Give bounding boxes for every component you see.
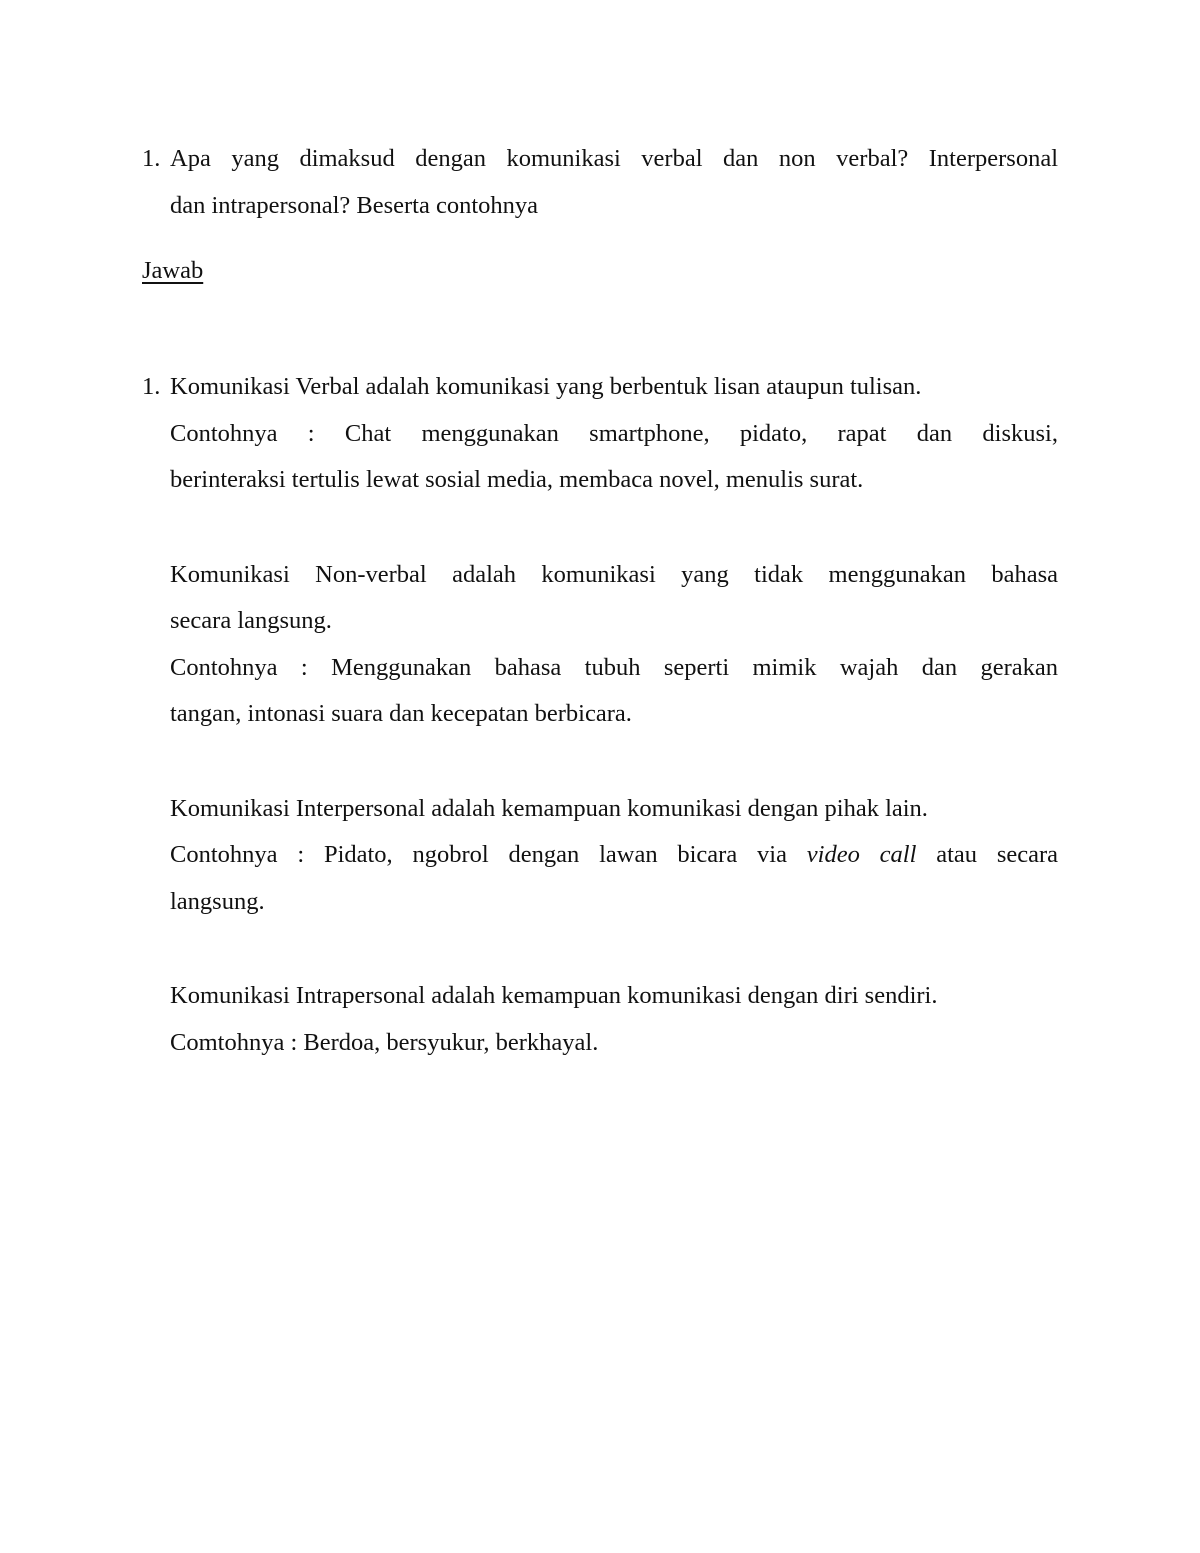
interpersonal-example-prefix: Contohnya : Pidato, ngobrol dengan lawan bicara via xyxy=(170,841,787,868)
nonverbal-definition-line-2: secara langsung. xyxy=(170,607,332,634)
answer-item xyxy=(142,364,1058,1066)
interpersonal-example-line-1 xyxy=(170,832,1058,879)
nonverbal-example-line-2: tangan, intonasi suara dan kecepatan berbicara. xyxy=(170,700,632,727)
interpersonal-definition: Komunikasi Interpersonal adalah kemampuan komunikasi dengan pihak lain. xyxy=(170,794,928,822)
question-text xyxy=(170,136,1058,229)
interpersonal-example-italic: video call xyxy=(806,841,917,868)
paragraph-gap xyxy=(170,925,1058,973)
paragraph-gap xyxy=(170,504,1058,552)
question-item xyxy=(142,136,1058,229)
verbal-example-line-1: Contohnya : Chat menggunakan smartphone, pidato, rapat dan diskusi, xyxy=(170,419,1058,447)
answer-heading: Jawab xyxy=(142,257,204,284)
nonverbal-definition-line-1: Komunikasi Non-verbal adalah komunikasi yang tidak menggunakan bahasa xyxy=(170,560,1058,588)
verbal-example-line-2: berinteraksi tertulis lewat sosial media, membaca novel, menulis surat. xyxy=(170,466,864,493)
verbal-definition: Komunikasi Verbal adalah komunikasi yang berbentuk lisan ataupun tulisan. xyxy=(170,373,922,400)
intrapersonal-definition: Komunikasi Intrapersonal adalah kemampuan komunikasi dengan diri sendiri. xyxy=(170,982,938,1009)
nonverbal-example-line-1: Contohnya : Menggunakan bahasa tubuh seperti mimik wajah dan gerakan xyxy=(170,653,1058,681)
intrapersonal-example: Comtohnya : Berdoa, bersyukur, berkhayal. xyxy=(170,1028,599,1056)
paragraph-gap xyxy=(170,738,1058,786)
answer-number: 1. xyxy=(142,373,161,400)
interpersonal-example-suffix: atau secara xyxy=(936,841,1059,868)
verbal-section xyxy=(170,364,1058,504)
intrapersonal-section xyxy=(170,973,1058,1066)
nonverbal-section xyxy=(170,552,1058,738)
interpersonal-example-line-2: langsung. xyxy=(170,887,265,915)
answer-text xyxy=(170,364,1058,1066)
interpersonal-section xyxy=(170,786,1058,926)
question-line-2: dan intrapersonal? Beserta contohnya xyxy=(170,191,539,219)
question-line-1: Apa yang dimaksud dengan komunikasi verbal dan non verbal? Interpersonal xyxy=(170,145,1058,172)
question-number: 1. xyxy=(142,145,161,172)
